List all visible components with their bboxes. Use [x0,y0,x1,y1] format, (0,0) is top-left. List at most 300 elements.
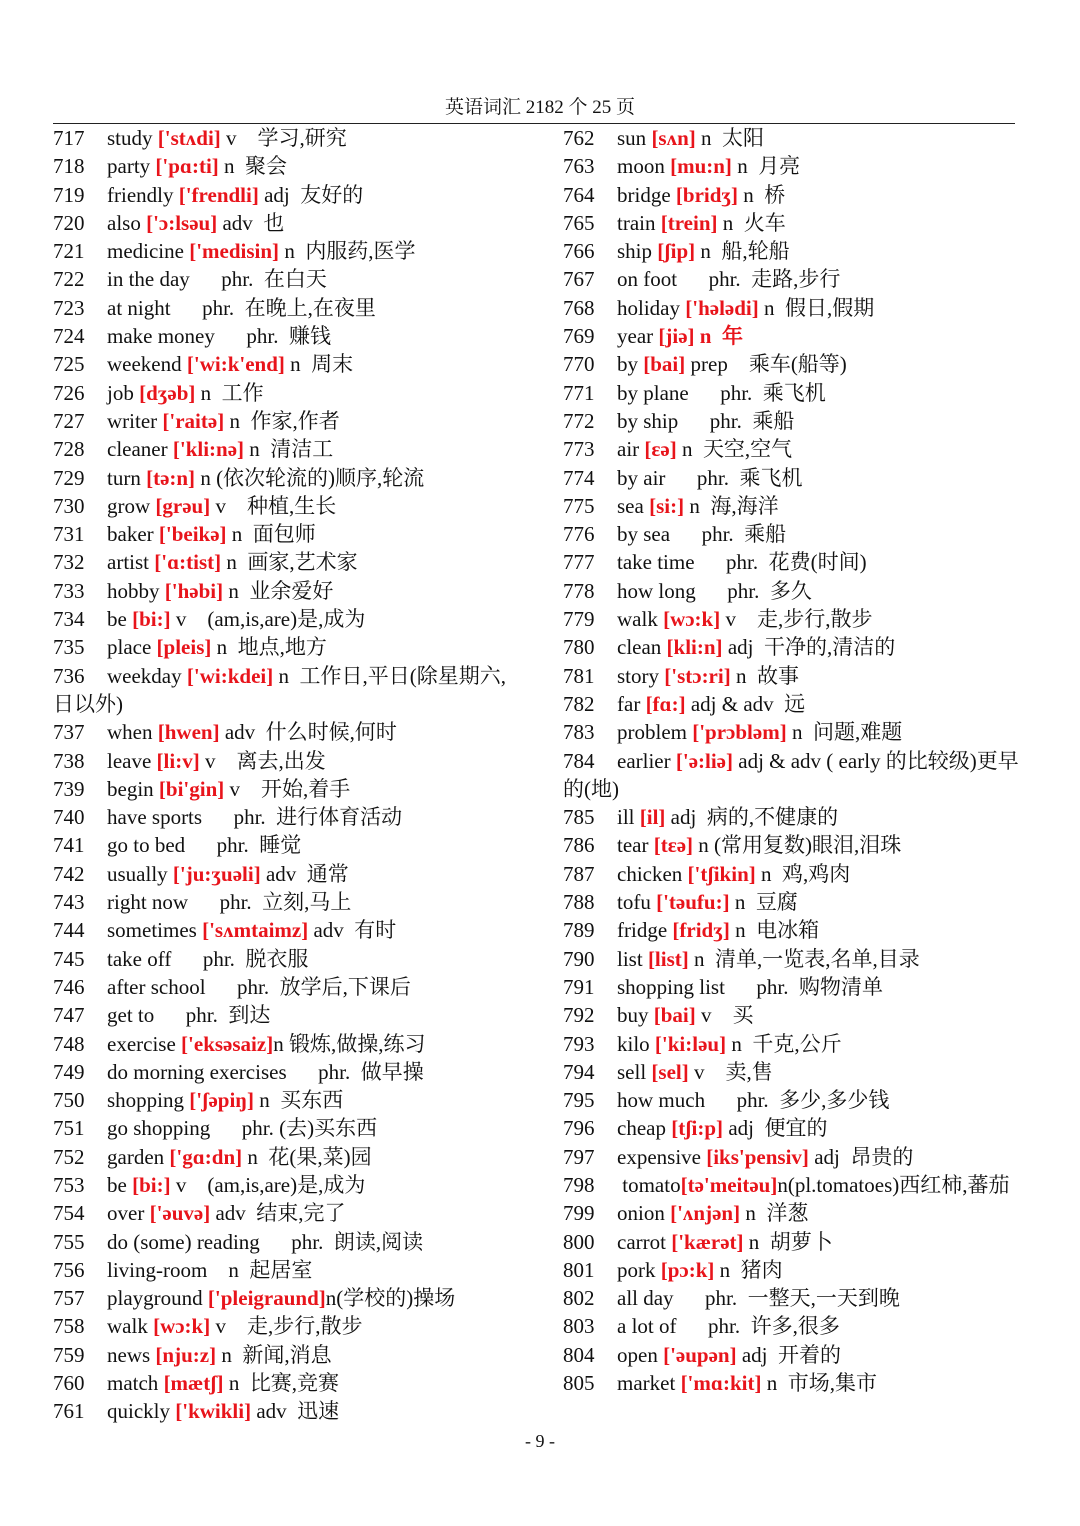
entry-pronunciation: ['əupən] [663,1342,737,1367]
entry-number: 757 [53,1286,85,1311]
vocab-entry [53,1199,523,1227]
entry-pronunciation: ['ki:ləu] [654,1031,727,1056]
entry-pronunciation: [wɔ:k] [153,1314,211,1339]
entry-definition-highlight: n 年 [694,324,743,349]
entry-number: 738 [53,748,85,773]
entry-word: do (some) reading phr. 朗读,阅读 [107,1229,424,1254]
vocab-entry [563,237,1033,265]
entry-definition: n 桥 [738,182,786,207]
entry-number: 750 [53,1088,85,1113]
entry-number: 747 [53,1003,85,1028]
entry-word: sell [617,1059,652,1084]
entry-word: expensive [617,1144,707,1169]
entry-pronunciation: [ɛə] [644,437,677,462]
entry-word: shopping [107,1088,190,1113]
entry-word: chicken [617,861,688,886]
entry-definition: n(学校的)操场 [325,1286,456,1311]
vocab-entry [53,1143,523,1171]
entry-number: 723 [53,295,85,320]
vocab-entry [53,322,523,350]
entry-definition: n 新闻,消息 [216,1342,332,1367]
entry-pronunciation: [mætʃ] [163,1371,224,1396]
vocab-entry [563,1086,1033,1114]
entry-definition: n 火车 [717,210,786,235]
entry-definition: n 太阳 [695,126,765,150]
entry-number: 795 [563,1088,595,1113]
entry-word: do morning exercises phr. 做早操 [107,1059,424,1084]
entry-pronunciation: [grəu] [155,493,211,518]
entry-pronunciation: [bi:] [132,607,171,632]
vocab-entry [53,464,523,492]
entry-number: 729 [53,465,85,490]
entry-word: walk [617,607,664,632]
entry-word: how long phr. 多久 [617,578,812,603]
entry-number: 794 [563,1059,595,1084]
entry-pronunciation: ['ɔ:lsəu] [146,210,218,235]
vocab-entry [563,1058,1033,1086]
entry-number: 796 [563,1116,595,1141]
entry-definition: adj 病的,不健康的 [665,805,839,830]
entry-definition: n 故事 [730,663,799,688]
vocab-entry [563,1284,1033,1312]
entry-number: 778 [563,578,595,603]
vocab-entry [563,492,1033,520]
entry-pronunciation: [tə:n] [146,465,196,490]
entry-definition: n 周末 [284,352,354,377]
entry-word: all day phr. 一整天,一天到晚 [617,1286,900,1311]
entry-word: turn [107,465,147,490]
entry-number: 741 [53,833,85,858]
entry-number: 737 [53,720,85,745]
entry-word: grow [107,493,156,518]
entry-number: 791 [563,974,595,999]
vocab-entry [53,492,523,520]
entry-number: 789 [563,918,595,943]
entry-pronunciation: ['təufu:] [656,890,730,915]
entry-number: 727 [53,408,85,433]
entry-pronunciation: [bridʒ] [675,182,739,207]
entry-number: 751 [53,1116,85,1141]
vocab-entry [563,124,1033,152]
entry-number: 756 [53,1257,85,1282]
entry-word: how much phr. 多少,多少钱 [617,1088,890,1113]
vocab-entry [563,633,1033,661]
entry-number: 771 [563,380,595,405]
entry-number: 743 [53,890,85,915]
vocab-entry [53,124,523,152]
entry-word: get to phr. 到达 [107,1003,271,1028]
vocab-entry [53,152,523,180]
vocab-entry [563,747,1033,804]
entry-pronunciation: ['tʃikin] [687,861,756,886]
vocab-entry [563,1171,1033,1199]
vocab-entry [53,1397,523,1425]
entry-word: onion [617,1201,671,1226]
vocab-entry [563,435,1033,463]
entry-definition: n 比赛,竞赛 [223,1371,340,1396]
page-header: 英语词汇 2182 个 25 页 [444,97,635,118]
entry-definition: n 工作 [195,380,264,405]
entry-definition: adj & adv ( early 的比较级)更早的(地) [563,748,1019,801]
entry-number: 732 [53,550,85,575]
entry-number: 730 [53,493,85,518]
entry-number: 805 [563,1371,595,1396]
entry-number: 800 [563,1229,595,1254]
entry-definition: n 猪肉 [714,1257,783,1282]
entry-pronunciation: [pleis] [156,635,212,660]
entry-pronunciation: ['pɑ:ti] [155,154,219,179]
entry-definition: n 洋葱 [740,1201,809,1226]
vocab-entry [563,548,1033,576]
vocab-entry [563,350,1033,378]
entry-pronunciation: ['ʃəpiŋ] [189,1088,254,1113]
entry-number: 724 [53,324,85,349]
entry-word: tofu [617,890,657,915]
entry-word: ship [617,239,658,264]
entry-number: 790 [563,946,595,971]
entry-number: 801 [563,1257,595,1282]
entry-word: cheap [617,1116,672,1141]
entry-pronunciation: [jiə] [658,324,695,349]
vocab-entry [53,1058,523,1086]
entry-word: baker [107,522,159,547]
entry-word: garden [107,1144,170,1169]
vocab-entry [563,1001,1033,1029]
entry-pronunciation: ['stɔ:ri] [664,663,731,688]
entry-pronunciation: [hwen] [157,720,220,745]
vocab-entry [53,1369,523,1397]
entry-pronunciation: ['wi:kdei] [186,663,274,688]
entry-pronunciation: ['prɔbləm] [692,720,787,745]
entry-word: carrot [617,1229,672,1254]
entry-pronunciation: [iks'pensiv] [706,1144,809,1169]
vocab-column-right [563,124,1033,1397]
entry-word: be [107,607,133,632]
entry-word: by [617,352,644,377]
entry-pronunciation: ['ə:liə] [675,748,733,773]
entry-number: 728 [53,437,85,462]
entry-word: when [107,720,158,745]
entry-definition: n 锻炼,做操,练习 [273,1031,426,1056]
entry-word: usually [107,861,173,886]
vocab-entry [563,407,1033,435]
entry-word: air [617,437,645,462]
vocab-entry [53,747,523,775]
entry-definition: n 海,海洋 [684,493,779,518]
entry-word: market [617,1371,681,1396]
entry-pronunciation: ['hələdi] [685,295,759,320]
entry-definition: n 豆腐 [729,890,798,915]
entry-definition: adv 迅速 [251,1399,340,1424]
entry-word: bridge [617,182,676,207]
entry-word: by air phr. 乘飞机 [617,465,803,490]
entry-number: 772 [563,408,595,433]
entry-word: moon [617,154,671,179]
entry-pronunciation: [wɔ:k] [663,607,721,632]
vocab-column-left [53,124,523,1426]
entry-definition: adv 什么时候,何时 [219,720,397,745]
entry-pronunciation: [nju:z] [155,1342,217,1367]
entry-number: 733 [53,578,85,603]
vocab-entry [53,1086,523,1114]
entry-word: on foot phr. 走路,步行 [617,267,841,292]
entry-word: artist [107,550,155,575]
entry-number: 779 [563,607,595,632]
vocab-entry [563,860,1033,888]
vocab-entry [563,916,1033,944]
entry-word: year [617,324,659,349]
vocab-entry [563,945,1033,973]
vocab-entry [563,265,1033,293]
vocab-entry [53,209,523,237]
entry-definition: n(pl.tomatoes)西红柿,蕃茄 [777,1172,1010,1197]
entry-definition: v 走,步行,散步 [210,1314,363,1339]
entry-word: party [107,154,156,179]
vocab-entry [53,294,523,322]
entry-word: weekday [107,663,187,688]
vocab-entry [53,1030,523,1058]
entry-pronunciation: ['həbi] [164,578,224,603]
entry-pronunciation: [sʌn] [651,126,696,150]
entry-definition: n 清洁工 [244,437,334,462]
entry-pronunciation: [list] [647,946,689,971]
vocab-entry [563,718,1033,746]
vocab-entry [563,973,1033,1001]
entry-word: go shopping phr. (去)买东西 [107,1116,378,1141]
vocab-entry [53,1171,523,1199]
entry-word: holiday [617,295,686,320]
entry-word: in the day phr. 在白天 [107,267,327,292]
entry-pronunciation: [tɛə] [653,833,694,858]
entry-pronunciation: [tʃi:p] [671,1116,724,1141]
entry-number: 781 [563,663,595,688]
vocab-entry [53,605,523,633]
vocab-entry [563,152,1033,180]
vocab-entry [53,350,523,378]
entry-number: 760 [53,1371,85,1396]
entry-word: go to bed phr. 睡觉 [107,833,302,858]
entry-definition: n 聚会 [218,154,288,179]
entry-pronunciation: [bi:] [132,1172,171,1197]
entry-pronunciation: ['kærət] [671,1229,744,1254]
entry-number: 770 [563,352,595,377]
entry-pronunciation: [bi'gin] [158,776,225,801]
entry-word: right now phr. 立刻,马上 [107,890,352,915]
entry-word: at night phr. 在晚上,在夜里 [107,295,376,320]
vocab-entry [53,662,523,719]
entry-definition: n 天空,空气 [676,437,793,462]
entry-word: friendly [107,182,179,207]
vocab-entry [563,888,1033,916]
entry-pronunciation: [il] [639,805,666,830]
entry-pronunciation: ['əuvə] [149,1201,211,1226]
entry-number: 722 [53,267,85,292]
entry-number: 720 [53,210,85,235]
vocab-entry [563,1030,1033,1058]
vocab-entry [53,181,523,209]
entry-number: 719 [53,182,85,207]
vocab-entry [563,379,1033,407]
entry-word: take time phr. 花费(时间) [617,550,867,575]
vocab-entry [563,322,1033,350]
entry-pronunciation: [tə'meitəu] [680,1172,778,1197]
entry-pronunciation: ['mɑ:kit] [680,1371,762,1396]
entry-number: 782 [563,691,595,716]
entry-number: 762 [563,126,595,150]
entry-word: medicine [107,239,190,264]
entry-definition: n 地点,地方 [211,635,327,660]
entry-number: 774 [563,465,595,490]
entry-word: cleaner [107,437,173,462]
entry-word: hobby [107,578,165,603]
vocab-entry [53,407,523,435]
entry-word: train [617,210,661,235]
entry-number: 740 [53,805,85,830]
entry-number: 803 [563,1314,595,1339]
entry-definition: n 问题,难题 [786,720,903,745]
entry-pronunciation: [li:v] [156,748,200,773]
entry-word: story [617,663,665,688]
entry-pronunciation: ['frendli] [178,182,259,207]
entry-number: 775 [563,493,595,518]
entry-pronunciation: [trein] [660,210,718,235]
entry-word: place [107,635,157,660]
entry-pronunciation: [kli:n] [666,635,723,660]
entry-number: 755 [53,1229,85,1254]
vocab-entry [563,831,1033,859]
entry-pronunciation: ['sʌmtaimz] [202,918,309,943]
entry-definition: n 作家,作者 [224,408,340,433]
entry-word: sometimes [107,918,203,943]
vocab-entry [53,1228,523,1256]
entry-definition: n 船,轮船 [695,239,790,264]
entry-word: sun [617,126,652,150]
entry-word: leave [107,748,157,773]
entry-definition: n 买东西 [253,1088,344,1113]
entry-definition: n 月亮 [731,154,801,179]
entry-number: 804 [563,1342,595,1367]
entry-word: make money phr. 赚钱 [107,324,331,349]
vocab-entry [53,916,523,944]
vocab-entry [53,831,523,859]
vocab-entry [53,1256,523,1284]
vocab-entry [563,294,1033,322]
entry-number: 731 [53,522,85,547]
entry-word: begin [107,776,159,801]
entry-number: 744 [53,918,85,943]
vocab-entry [53,973,523,1001]
vocab-entry [563,1114,1033,1142]
entry-pronunciation: ['ɑ:tist] [154,550,222,575]
entry-number: 793 [563,1031,595,1056]
entry-word: tear [617,833,654,858]
vocab-entry [563,1341,1033,1369]
entry-number: 734 [53,607,85,632]
entry-definition: n 电冰箱 [729,918,820,943]
entry-number: 725 [53,352,85,377]
entry-word: buy [617,1003,654,1028]
entry-word: living-room n 起居室 [107,1257,313,1282]
entry-pronunciation: ['raitə] [162,408,225,433]
entry-definition: v 卖,售 [688,1059,773,1084]
entry-number: 739 [53,776,85,801]
entry-pronunciation: [mu:n] [670,154,732,179]
entry-number: 802 [563,1286,595,1311]
entry-number: 766 [563,239,595,264]
entry-number: 721 [53,239,85,264]
vocab-entry [53,1312,523,1340]
entry-pronunciation: ['ʌnjən] [670,1201,741,1226]
vocab-entry [53,945,523,973]
vocab-entry [53,1114,523,1142]
entry-definition: v 开始,着手 [224,776,351,801]
vocab-entry [563,1228,1033,1256]
entry-pronunciation: ['eksəsaiz] [181,1031,274,1056]
vocab-entry [563,1256,1033,1284]
entry-number: 780 [563,635,595,660]
entry-pronunciation: [dʒəb] [139,380,196,405]
entry-definition: n 胡萝卜 [743,1229,833,1254]
vocab-entry [563,1143,1033,1171]
vocab-entry [53,435,523,463]
entry-pronunciation: [pɔ:k] [660,1257,715,1282]
entry-number: 785 [563,805,595,830]
entry-word: study [107,126,158,150]
vocab-entry [563,209,1033,237]
vocab-entry [563,1312,1033,1340]
vocab-entry [53,1341,523,1369]
vocab-entry [53,1284,523,1312]
entry-word: after school phr. 放学后,下课后 [107,974,411,999]
entry-number: 748 [53,1031,85,1056]
entry-number: 767 [563,267,595,292]
entry-number: 792 [563,1003,595,1028]
entry-number: 776 [563,522,595,547]
entry-definition: n 市场,集市 [761,1371,877,1396]
entry-number: 797 [563,1144,595,1169]
entry-definition: v 买 [695,1003,754,1028]
vocab-entry [53,265,523,293]
vocab-entry [53,633,523,661]
entry-definition: prep 乘车(船等) [685,352,847,377]
entry-number: 758 [53,1314,85,1339]
entry-definition: v 走,步行,散步 [720,607,873,632]
vocab-entry [53,548,523,576]
entry-definition: adj 开着的 [736,1342,841,1367]
vocab-entry [53,888,523,916]
entry-pronunciation: [si:] [649,493,685,518]
vocab-entry [53,718,523,746]
entry-word: writer [107,408,163,433]
entry-word: open [617,1342,664,1367]
entry-definition: v (am,is,are)是,成为 [170,1172,366,1197]
entry-word: kilo [617,1031,655,1056]
entry-number: 798 [563,1172,595,1197]
entry-definition: n 画家,艺术家 [221,550,358,575]
entry-definition: adv 通常 [260,861,349,886]
entry-number: 799 [563,1201,595,1226]
entry-number: 746 [53,974,85,999]
entry-pronunciation: [fɑ:] [645,691,686,716]
entry-word: take off phr. 脱衣服 [107,946,309,971]
entry-definition: n 内服药,医学 [279,239,416,264]
entry-word: clean [617,635,667,660]
entry-definition: n 假日,假期 [758,295,875,320]
entry-word: list [617,946,648,971]
entry-pronunciation: [bai] [643,352,686,377]
vocab-entry [563,1199,1033,1227]
entry-pronunciation: [fridʒ] [672,918,730,943]
